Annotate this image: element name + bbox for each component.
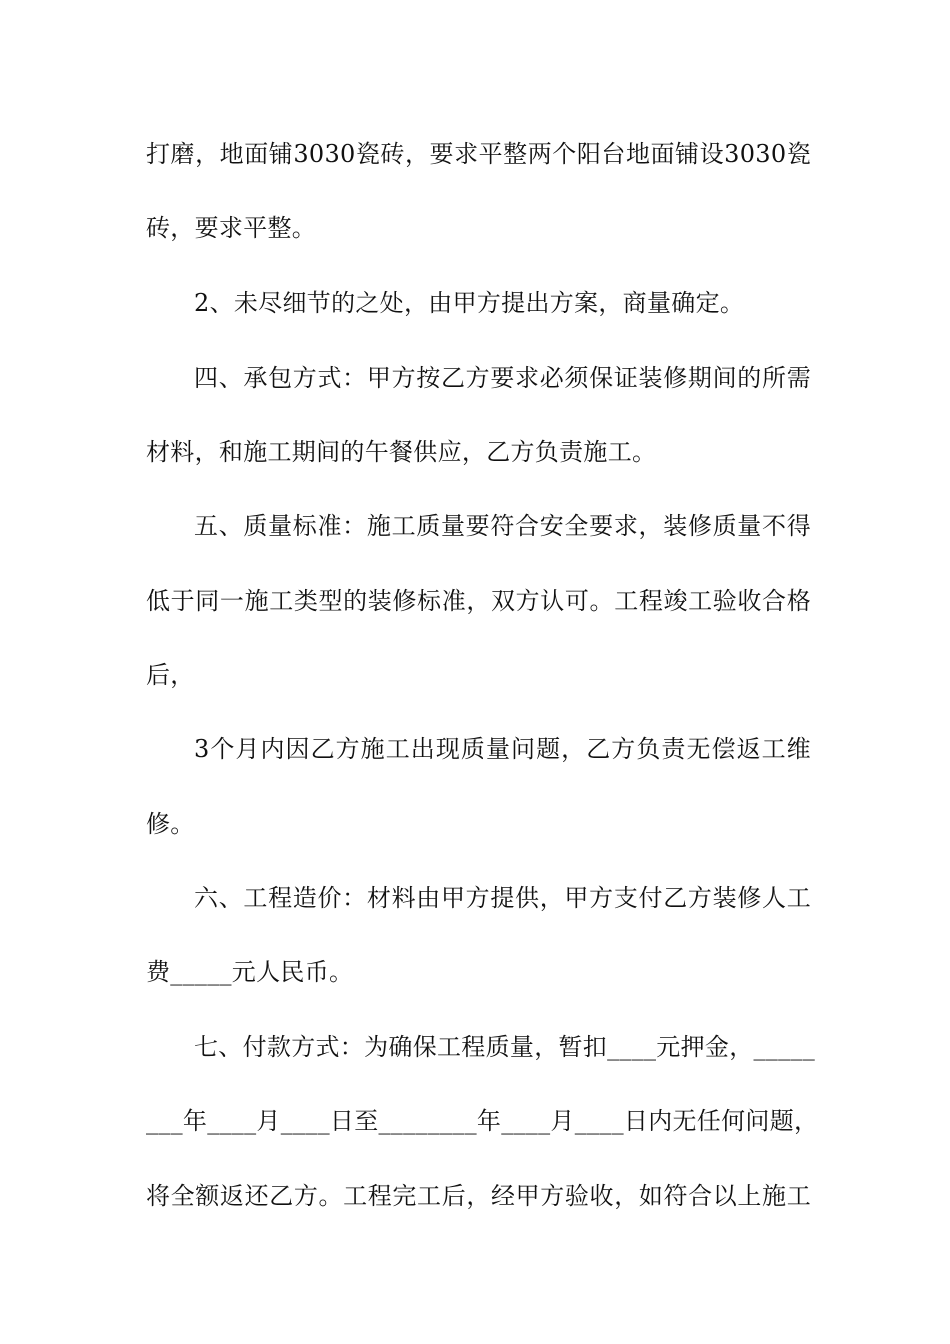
text-line: ___年____月____日至________年____月____日内无任何问题，	[146, 1107, 819, 1135]
text-line: 六、工程造价：材料由甲方提供，甲方支付乙方装修人工	[194, 884, 811, 912]
text-line: 砖，要求平整。	[146, 214, 317, 242]
text-line: 打磨，地面铺3030瓷砖，要求平整两个阳台地面铺设3030瓷	[146, 140, 811, 168]
text-line: 3个月内因乙方施工出现质量问题，乙方负责无偿返工维	[194, 735, 811, 763]
text-line: 费_____元人民币。	[146, 958, 354, 986]
text-line: 材料，和施工期间的午餐供应，乙方负责施工。	[146, 438, 657, 466]
text-line: 修。	[146, 810, 195, 838]
text-line: 后，	[146, 661, 195, 689]
text-line: 2、未尽细节的之处，由甲方提出方案，商量确定。	[194, 289, 745, 317]
text-line: 五、质量标准：施工质量要符合安全要求，装修质量不得	[194, 512, 811, 540]
text-line: 将全额返还乙方。工程完工后，经甲方验收，如符合以上施工	[146, 1182, 811, 1210]
text-line: 四、承包方式：甲方按乙方要求必须保证装修期间的所需	[194, 364, 811, 392]
text-line: 低于同一施工类型的装修标准，双方认可。工程竣工验收合格	[146, 587, 811, 615]
text-line: 七、付款方式：为确保工程质量，暂扣____元押金，_____	[194, 1033, 815, 1061]
